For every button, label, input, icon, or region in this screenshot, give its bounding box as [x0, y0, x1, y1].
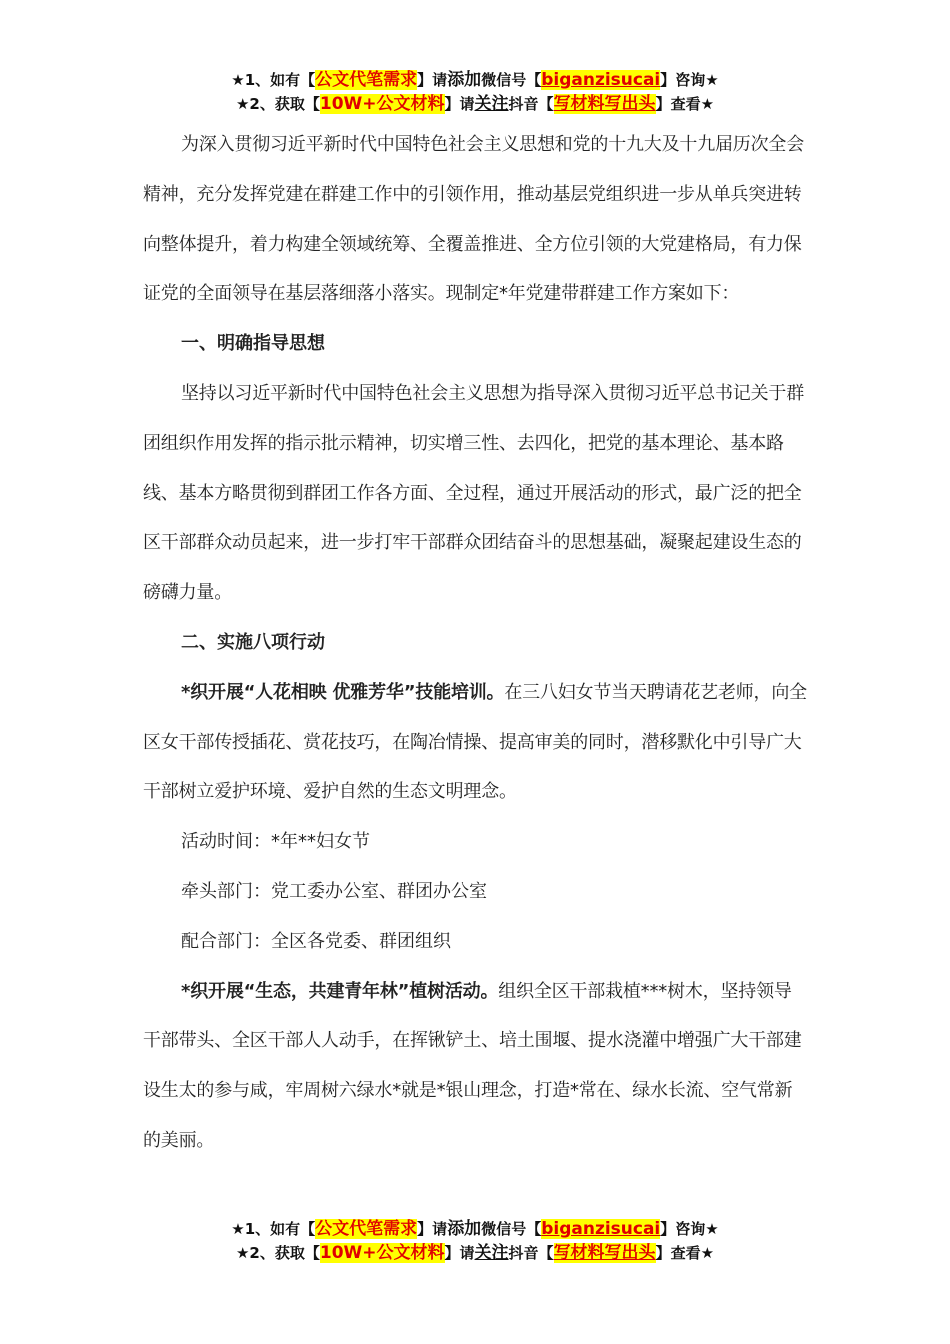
banner-text: ★2、获取【 [235, 95, 320, 113]
banner-line-1 [0, 68, 950, 92]
banner-text: 】咨询★ [660, 1220, 719, 1238]
wechat-id-link[interactable]: biganzisucai [541, 1219, 661, 1239]
banner-text: 】查看★ [655, 95, 715, 113]
cooperating-department: 配合部门：全区各党委、群团组织 [181, 930, 451, 952]
banner-text: 】请 [444, 95, 475, 113]
banner-text: 微信号【 [481, 1220, 542, 1238]
document-body [143, 120, 807, 1166]
intro-paragraph: 为深入贯彻习近平新时代中国特色社会主义思想和党的十九大及十九届历次全会精神，充分发挥党建在群建工作中的引领作用，推动基层党组织进一步从单兵突进转向整体提升，着力构建全领域统筹、全覆盖推进、全方位引领的大党建格局，有力保证党的全面领导在基层落细落小落实。现制定*年党建带群建工作方案如下： [143, 134, 804, 305]
highlight-materials: 10W+公文材料 [319, 1243, 445, 1263]
banner-text: 微信号【 [481, 71, 542, 89]
banner-text: ★1、如有【 [231, 1220, 316, 1238]
section-heading-2: 二、实施八项行动 [181, 631, 325, 653]
guiding-paragraph: 坚持以习近平新时代中国特色社会主义思想为指导深入贯彻习近平总书记关于群团组织作用发挥的指示批示精神，切实增三性、去四化，把党的基本理论、基本路线、基本方略贯彻到群团工作各方面、全过程，通过开展活动的形式，最广泛的把全区干部群众动员起来，进一步打牢干部群众团结奋斗的思想基础，凝聚起建设生态的磅礴力量。 [143, 382, 804, 604]
banner-text: ★2、获取【 [235, 1244, 320, 1262]
action-item-1-title: *织开展“人花相映 优雅芳华”技能培训。 [181, 681, 505, 703]
action-item-2-title: *织开展“生态，共建青年林”植树活动。 [181, 980, 499, 1002]
highlight-service: 公文代笔需求 [315, 1219, 418, 1239]
banner-text: 抖音【 [508, 95, 554, 113]
bottom-banner [0, 1217, 950, 1265]
banner-line-2 [0, 1241, 950, 1265]
emphasis-add: 添加 [447, 1219, 482, 1239]
emphasis-add: 添加 [447, 70, 482, 90]
banner-text: 】请 [444, 1244, 475, 1262]
banner-text: ★1、如有【 [231, 71, 316, 89]
highlight-materials: 10W+公文材料 [319, 94, 445, 114]
banner-line-2 [0, 92, 950, 116]
action-item-1-text: 在三八妇女节当天聘请花艺老师，向全区女干部传授插花、赏花技巧，在陶冶情操、提高审美的同时，潜移默化中引导广大干部树立爱护环境、爱护自然的生态文明理念。 [143, 681, 807, 803]
action-item-1 [143, 668, 807, 817]
emphasis-follow: 关注 [474, 94, 509, 114]
banner-text: 抖音【 [508, 1244, 554, 1262]
wechat-id-link[interactable]: biganzisucai [541, 70, 661, 90]
banner-text: 】请 [417, 71, 448, 89]
section-heading-1: 一、明确指导思想 [181, 333, 325, 355]
action-item-2 [143, 967, 807, 1166]
action-item-2-text: 组织全区干部栽植***树木，坚持领导干部带头、全区干部人人动手，在挥锹铲土、培土围堰、提水浇灌中增强广大干部建设生太的参与咸，牢周树六绿水*就是*银山理念，打造*常在、绿水长流、空气常新的美丽。 [143, 980, 802, 1151]
emphasis-follow: 关注 [474, 1243, 509, 1263]
lead-department: 牵头部门：党工委办公室、群团办公室 [181, 880, 487, 902]
banner-text: 】咨询★ [660, 71, 719, 89]
banner-text: 】请 [417, 1220, 448, 1238]
douyin-account-link[interactable]: 写材料写出头 [553, 1243, 656, 1263]
activity-time: 活动时间：*年**妇女节 [181, 831, 370, 853]
banner-text: 】查看★ [655, 1244, 715, 1262]
banner-line-1 [0, 1217, 950, 1241]
highlight-service: 公文代笔需求 [315, 70, 418, 90]
douyin-account-link[interactable]: 写材料写出头 [553, 94, 656, 114]
top-banner [0, 68, 950, 116]
